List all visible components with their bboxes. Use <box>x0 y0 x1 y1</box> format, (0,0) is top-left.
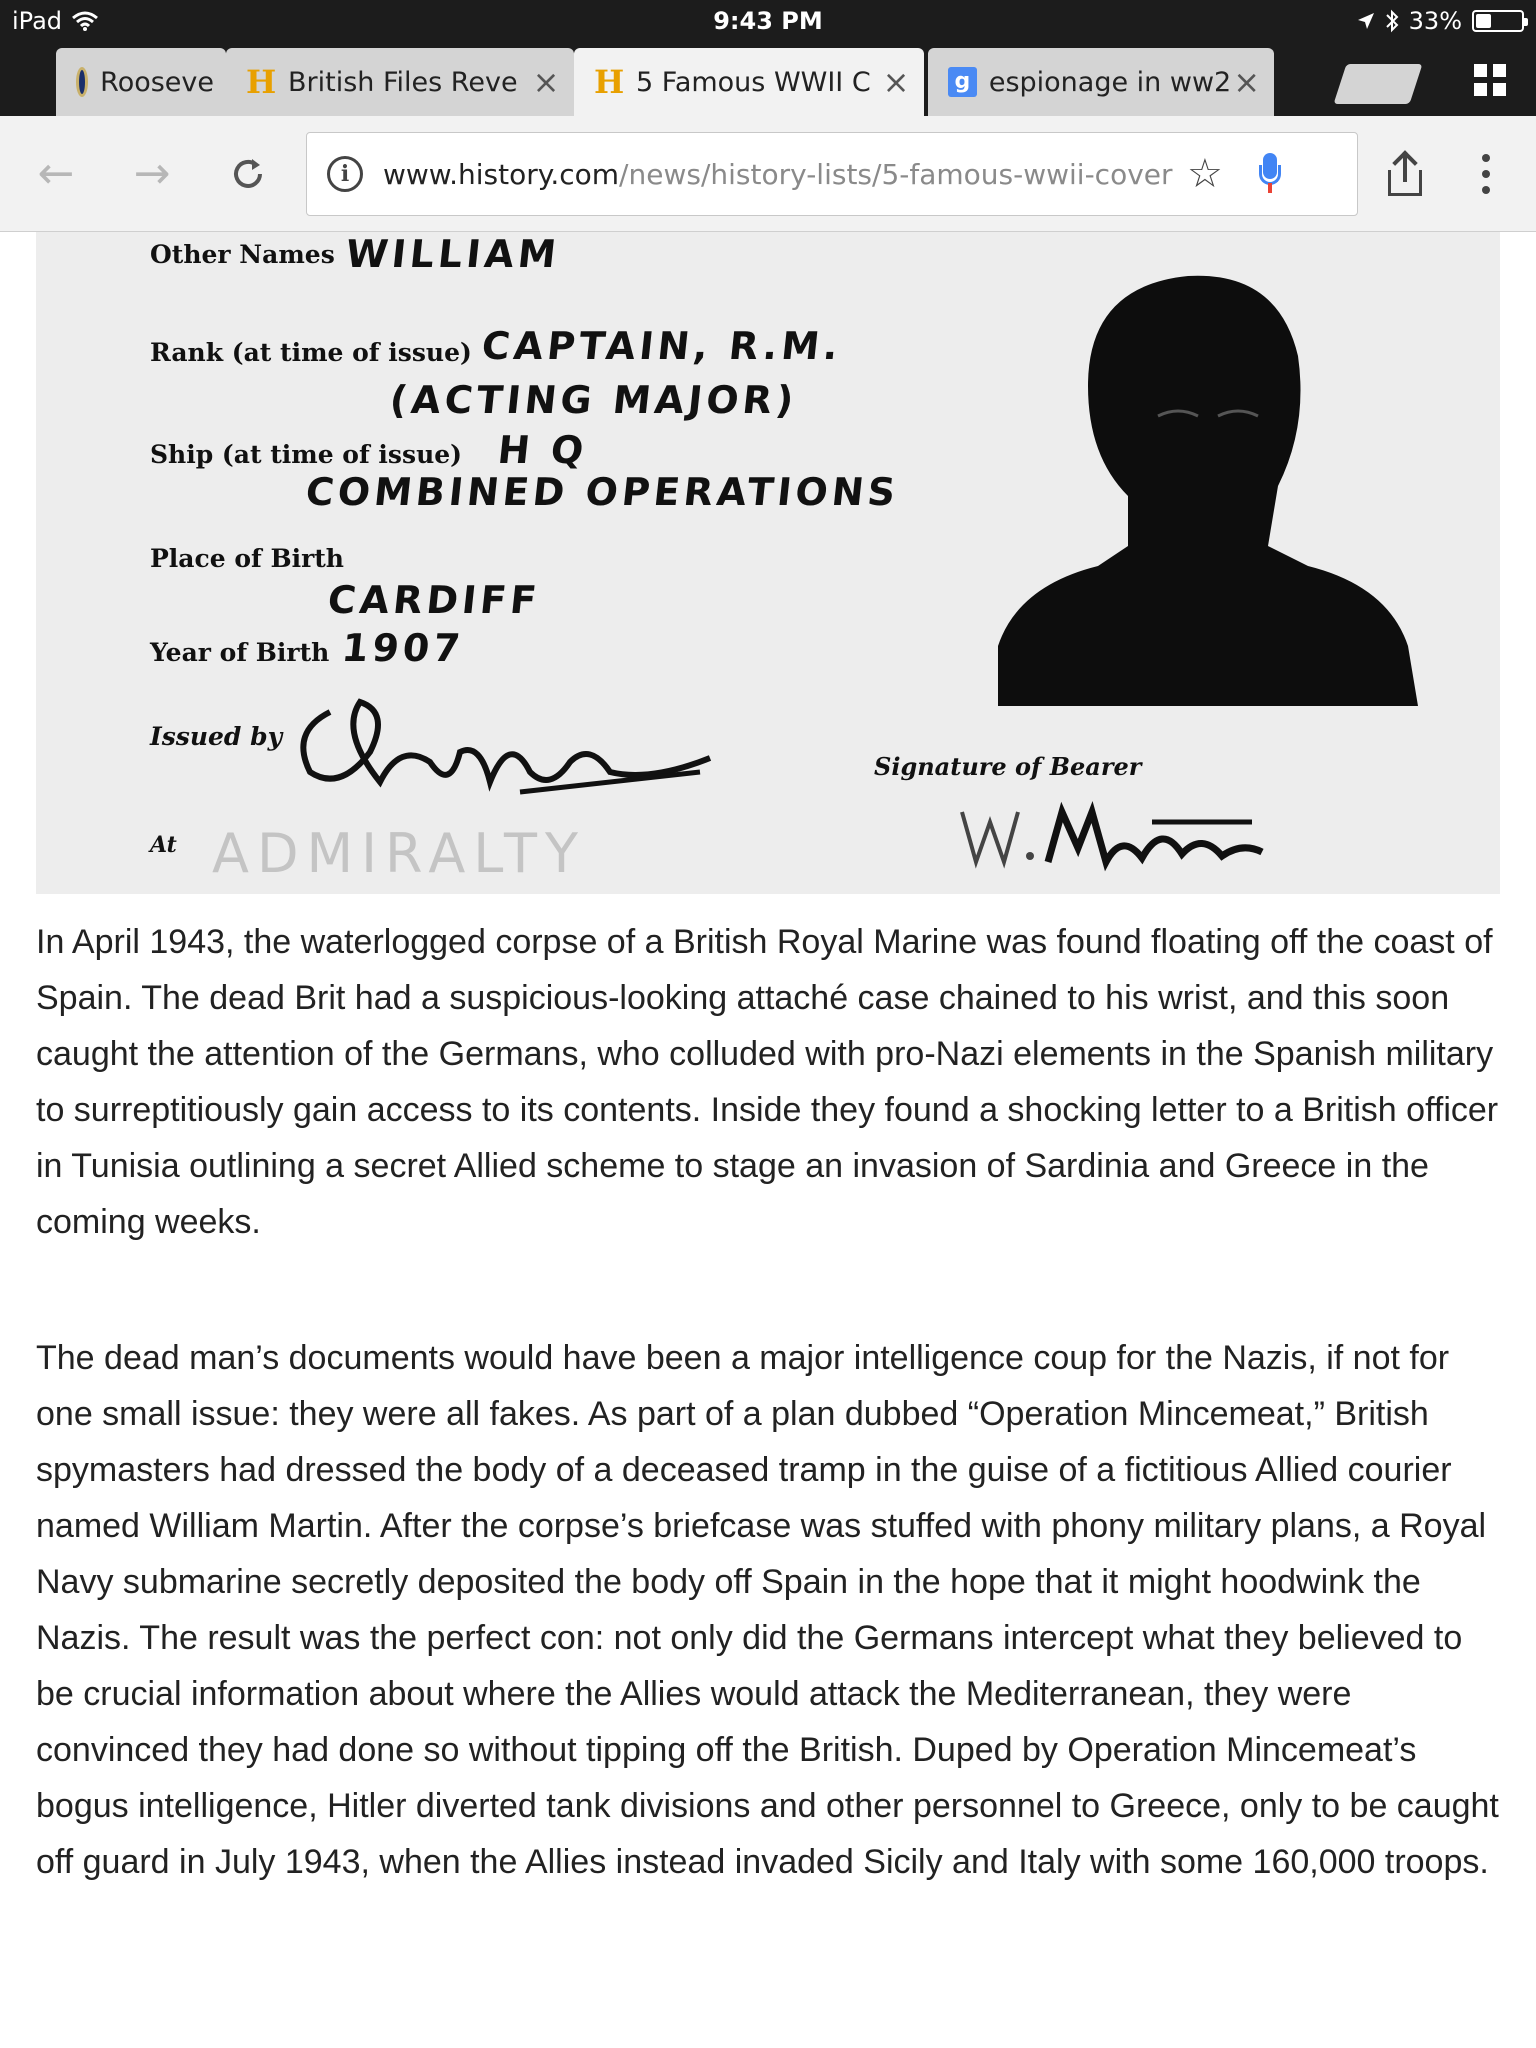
browser-toolbar <box>0 116 1536 232</box>
history-h-icon: H <box>246 63 277 101</box>
device-name: iPad <box>12 7 63 35</box>
share-icon[interactable] <box>1388 152 1422 196</box>
url-host: www.history.com <box>383 157 620 191</box>
value-rank-line1: CAPTAIN, R.M. <box>479 324 845 368</box>
info-icon[interactable]: i <box>327 156 363 192</box>
battery-icon <box>1472 10 1524 32</box>
tab-label: British Files Reve <box>288 66 518 98</box>
portrait-photo <box>978 246 1418 706</box>
history-h-icon: H <box>594 63 625 101</box>
tab-strip <box>0 42 1536 116</box>
tab-5-famous-wwii[interactable] <box>574 48 924 116</box>
status-right <box>1357 7 1524 35</box>
reload-icon[interactable] <box>218 144 278 204</box>
tab-label: Rooseve <box>100 66 214 98</box>
tab-switcher-icon[interactable] <box>1474 64 1506 96</box>
battery-fill <box>1476 14 1491 28</box>
label-place-of-birth: Place of Birth <box>150 544 344 573</box>
overflow-menu-icon[interactable] <box>1472 154 1500 194</box>
issuer-signature <box>290 672 730 822</box>
label-ship: Ship (at time of issue) <box>150 440 462 469</box>
forward-arrow-icon[interactable]: → <box>133 148 171 199</box>
close-icon[interactable]: × <box>532 63 560 101</box>
close-icon[interactable]: × <box>882 63 910 101</box>
microphone-icon[interactable] <box>1259 153 1281 195</box>
url-text[interactable] <box>383 158 1173 191</box>
url-path: /news/history-lists/5-famous-wwii-cover <box>619 157 1173 191</box>
tab-label: 5 Famous WWII C <box>636 66 871 98</box>
bookmark-star-icon[interactable]: ☆ <box>1187 151 1223 197</box>
google-icon: g <box>948 67 977 97</box>
value-rank-line2: (ACTING MAJOR) <box>387 378 800 422</box>
tab-label: espionage in ww2 <box>988 66 1232 98</box>
close-icon[interactable]: × <box>1233 63 1261 101</box>
article-paragraph: In April 1943, the waterlogged corpse of a British Royal Marine was found floating off the coast of Spain. The dead Brit had a suspicious-looking attaché case chained to his wrist, and this soon caught the attention of the Germans, who colluded with pro-Nazi elements in the Spanish military to surreptitiously gain access to its contents. Inside they found a shocking letter to a British officer in Tunisia outlining a secret Allied scheme to stage an invasion of Sardinia and Greece in the coming weeks. <box>36 923 1499 1241</box>
label-year-of-birth: Year of Birth <box>150 638 330 667</box>
address-bar[interactable] <box>306 132 1358 216</box>
label-rank: Rank (at time of issue) <box>150 338 472 367</box>
back-arrow-icon[interactable]: ← <box>37 148 75 199</box>
label-signature-of-bearer: Signature of Bearer <box>874 752 1142 781</box>
tab-british-files[interactable] <box>226 48 574 116</box>
value-year-of-birth: 1907 <box>339 626 467 670</box>
id-card-image <box>36 232 1500 894</box>
tab-espionage-ww2[interactable] <box>928 48 1274 116</box>
label-issued-by: Issued by <box>150 722 283 751</box>
new-tab-button[interactable] <box>1334 64 1423 104</box>
value-place-of-birth: CARDIFF <box>325 578 543 622</box>
article-body <box>36 914 1506 1970</box>
seal-icon <box>76 67 88 97</box>
status-time: 9:43 PM <box>713 7 823 35</box>
article-paragraph: The dead man’s documents would have been a major intelligence coup for the Nazis, if not for one small issue: they were all fakes. As part of a plan dubbed “Operation Mincemeat,” British spymasters had dressed the body of a deceased tramp in the guise of a fictitious Allied courier named William Martin. After the corpse’s briefcase was stuffed with phony military plans, a Royal Navy submarine secretly deposited the body off Spain in the hope that it might hoodwink the Nazis. The result was the perfect con: not only did the Germans intercept what they believed to be crucial information about where the Allies would attack the Mediterranean, they were convinced they had done so without tipping off the British. Duped by Operation Mincemeat’s bogus intelligence, Hitler diverted tank divisions and other personnel to Greece, only to be caught off guard in July 1943, when the Allies instead invaded Sicily and Italy with some 160,000 troops. <box>36 1339 1499 1881</box>
status-bar <box>0 0 1536 42</box>
location-arrow-icon <box>1357 12 1375 30</box>
value-ship-line2: COMBINED OPERATIONS <box>303 470 902 514</box>
tab-roosevelt[interactable] <box>56 48 226 116</box>
battery-percent: 33% <box>1408 7 1462 35</box>
bearer-signature <box>952 792 1292 882</box>
value-ship-line1: H Q <box>495 428 590 472</box>
bluetooth-icon <box>1385 9 1399 33</box>
value-other-names: WILLIAM <box>343 232 563 276</box>
label-at: At <box>150 832 177 858</box>
label-other-names: Other Names <box>150 240 335 269</box>
admiralty-stamp: ADMIRALTY <box>212 822 586 885</box>
